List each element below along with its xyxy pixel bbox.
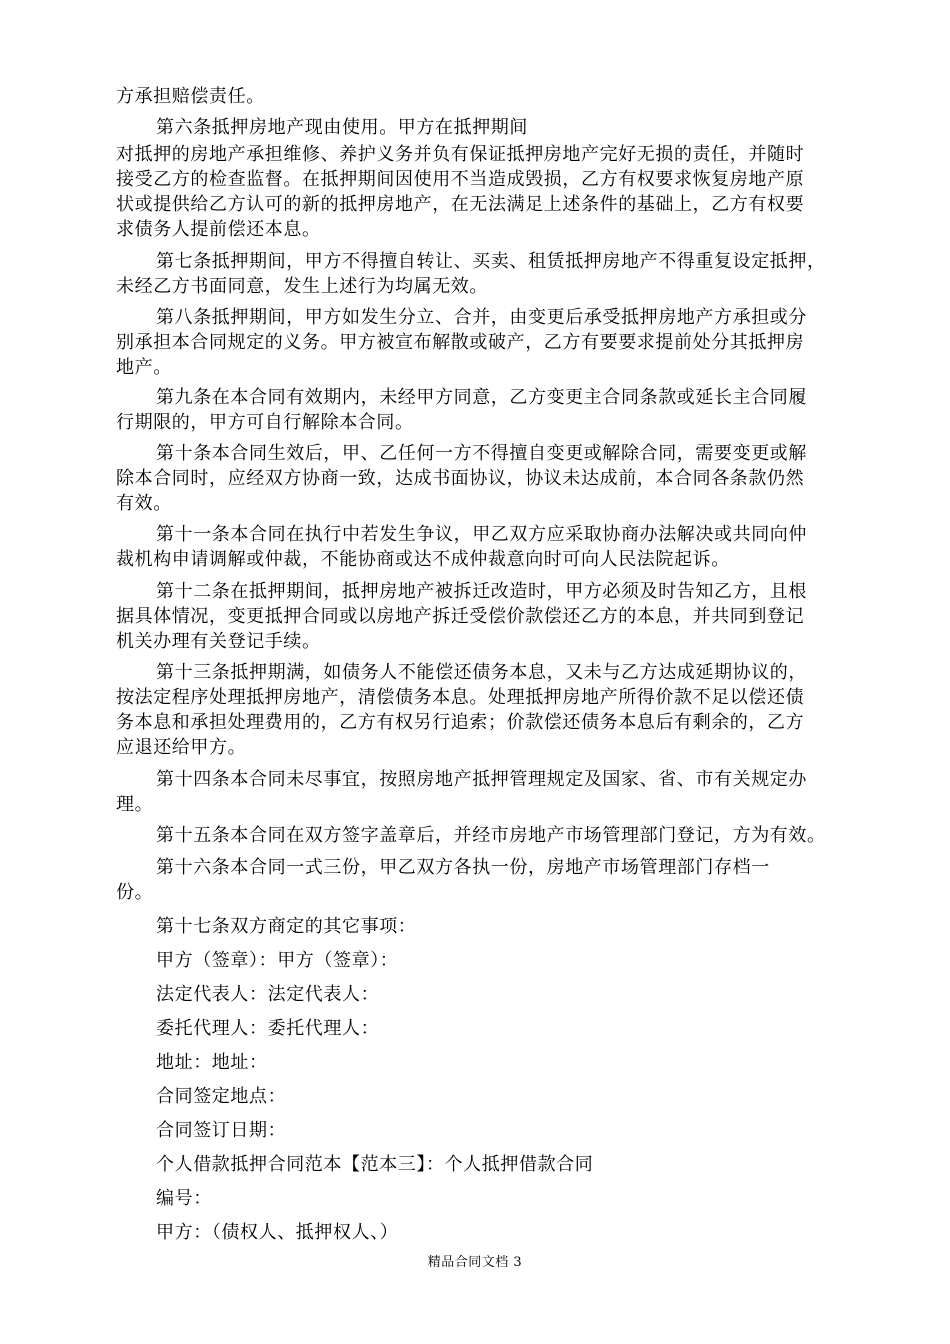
text-line: 应退还给甲方。 bbox=[116, 737, 247, 758]
text-line: 求债务人提前偿还本息。 bbox=[116, 219, 321, 240]
text-line: 第十三条抵押期满，如债务人不能偿还债务本息，又未与乙方达成延期协议的， bbox=[156, 662, 807, 683]
text-line: 第十二条在抵押期间，抵押房地产被拆迁改造时，甲方必须及时告知乙方，且根 bbox=[156, 581, 807, 602]
text-line: 按法定程序处理抵押房地产，清偿债务本息。处理抵押房地产所得价款不足以偿还债 bbox=[116, 687, 805, 708]
text-line: 编号： bbox=[156, 1188, 212, 1209]
text-line: 未经乙方书面同意，发生上述行为均属无效。 bbox=[116, 276, 488, 297]
text-line: 合同签定地点： bbox=[156, 1086, 287, 1107]
text-line: 第六条抵押房地产现由使用。甲方在抵押期间 bbox=[156, 117, 528, 138]
text-line: 第十四条本合同未尽事宜，按照房地产抵押管理规定及国家、省、市有关规定办 bbox=[156, 769, 807, 790]
text-line: 甲方：（债权人、抵押权人、） bbox=[156, 1222, 399, 1243]
text-line: 第十一条本合同在执行中若发生争议，甲乙双方应采取协商办法解决或共同向仲 bbox=[156, 524, 807, 545]
text-line: 第十七条双方商定的其它事项： bbox=[156, 916, 417, 937]
text-line: 行期限的，甲方可自行解除本合同。 bbox=[116, 412, 414, 433]
text-line: 地址：地址： bbox=[156, 1052, 268, 1073]
text-line: 对抵押的房地产承担维修、养护义务并负有保证抵押房地产完好无损的责任，并随时 bbox=[116, 144, 805, 165]
text-line: 合同签订日期： bbox=[156, 1120, 287, 1141]
text-line: 方承担赔偿责任。 bbox=[116, 86, 265, 107]
text-line: 第十条本合同生效后，甲、乙任何一方不得擅自变更或解除合同，需要变更或解 bbox=[156, 443, 807, 464]
text-line: 有效。 bbox=[116, 493, 172, 514]
text-line: 甲方（签章）：甲方（签章）： bbox=[156, 950, 399, 971]
text-line: 第七条抵押期间，甲方不得擅自转让、买卖、租赁抵押房地产不得重复设定抵押， bbox=[156, 251, 826, 272]
text-line: 份。 bbox=[116, 882, 154, 903]
text-line: 别承担本合同规定的义务。甲方被宣布解散或破产，乙方有要要求提前处分其抵押房 bbox=[116, 332, 805, 353]
text-line: 第十六条本合同一式三份，甲乙双方各执一份，房地产市场管理部门存档一 bbox=[156, 857, 770, 878]
text-line: 个人借款抵押合同范本【范本三】：个人抵押借款合同 bbox=[156, 1154, 594, 1175]
page-footer: 精品合同文档 3 bbox=[427, 1255, 523, 1270]
text-line: 理。 bbox=[116, 794, 154, 815]
text-line: 委托代理人：委托代理人： bbox=[156, 1018, 380, 1039]
text-line: 据具体情况，变更抵押合同或以房地产拆迁受偿价款偿还乙方的本息，并共同到登记 bbox=[116, 606, 805, 627]
text-line: 法定代表人：法定代表人： bbox=[156, 984, 380, 1005]
text-line: 裁机构申请调解或仲裁，不能协商或达不成仲裁意向时可向人民法院起诉。 bbox=[116, 549, 730, 570]
text-line: 务本息和承担处理费用的，乙方有权另行追索；价款偿还债务本息后有剩余的，乙方 bbox=[116, 712, 805, 733]
text-line: 第九条在本合同有效期内，未经甲方同意，乙方变更主合同条款或延长主合同履 bbox=[156, 387, 807, 408]
text-line: 接受乙方的检查监督。在抵押期间因使用不当造成毁损，乙方有权要求恢复房地产原 bbox=[116, 169, 805, 190]
text-line: 第八条抵押期间，甲方如发生分立、合并，由变更后承受抵押房地产方承担或分 bbox=[156, 307, 807, 328]
text-line: 地产。 bbox=[116, 357, 172, 378]
text-line: 机关办理有关登记手续。 bbox=[116, 631, 321, 652]
text-line: 除本合同时，应经双方协商一致，达成书面协议，协议未达成前，本合同各条款仍然 bbox=[116, 468, 805, 489]
text-line: 状或提供给乙方认可的新的抵押房地产，在无法满足上述条件的基础上，乙方有权要 bbox=[116, 194, 805, 215]
text-line: 第十五条本合同在双方签字盖章后，并经市房地产市场管理部门登记，方为有效。 bbox=[156, 825, 826, 846]
